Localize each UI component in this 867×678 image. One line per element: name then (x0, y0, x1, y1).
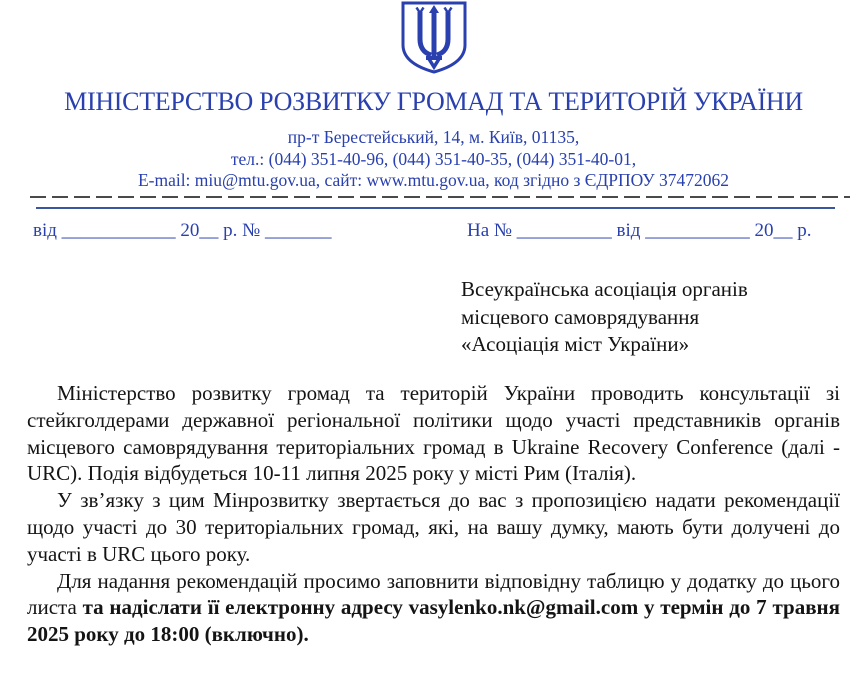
ministry-name: МІНІСТЕРСТВО РОЗВИТКУ ГРОМАД ТА ТЕРИТОРІЙ УКРАЇНИ (64, 87, 803, 116)
dashed-separator (30, 196, 850, 198)
recipient-line: «Асоціація міст України» (461, 332, 690, 356)
recipient-block (461, 276, 748, 359)
letterhead-contacts (0, 127, 867, 192)
paragraph-3 (27, 568, 840, 648)
letter-body (27, 380, 840, 648)
reference-number-row (0, 220, 867, 246)
incoming-ref-field: На № __________ від ___________ 20__ р. (467, 220, 812, 241)
phone-line: тел.: (044) 351-40-96, (044) 351-40-35, (044) 351-40-01, (230, 148, 637, 169)
trident-shield-icon (399, 1, 469, 75)
horizontal-rule (36, 207, 835, 209)
deadline-bold-text: та надіслати її електронну адресу vasylenko.nk@gmail.com у термін до 7 травня 2025 року до 18:00 (включно). (27, 595, 840, 647)
outgoing-ref-field: від ____________ 20__ р. № _______ (33, 220, 332, 241)
address-line: пр-т Берестейський, 14, м. Київ, 01135, (287, 127, 580, 147)
ukraine-trident-emblem (399, 1, 469, 75)
paragraph-2: У зв’язку з цим Мінрозвитку звертається до вас з пропозицією надати рекомендації щодо участі до 30 територіальних громад, які, на вашу думку, мають бути долучені до участі в URC цього року. (27, 488, 840, 566)
paragraph-1: Міністерство розвитку громад та територій України проводить консультації зі стейкголдерами державної регіональної політики щодо участі представників органів місцевого самоврядування територіальних громад в Ukraine Recovery Conference (далі - URC). Подія відбудеться 10-11 липня 2025 року у місті Рим (Італія). (27, 381, 840, 486)
paragraph-3-regular-text: Для надання рекомендацій просимо заповнити відповідну таблицю у додатку до цього листа (27, 568, 840, 620)
recipient-line: Всеукраїнська асоціація органів (461, 277, 748, 301)
email-line: E-mail: miu@mtu.gov.ua, сайт: www.mtu.gov.ua, код згідно з ЄДРПОУ 37472062 (137, 170, 730, 190)
recipient-line: місцевого самоврядування (461, 304, 700, 329)
